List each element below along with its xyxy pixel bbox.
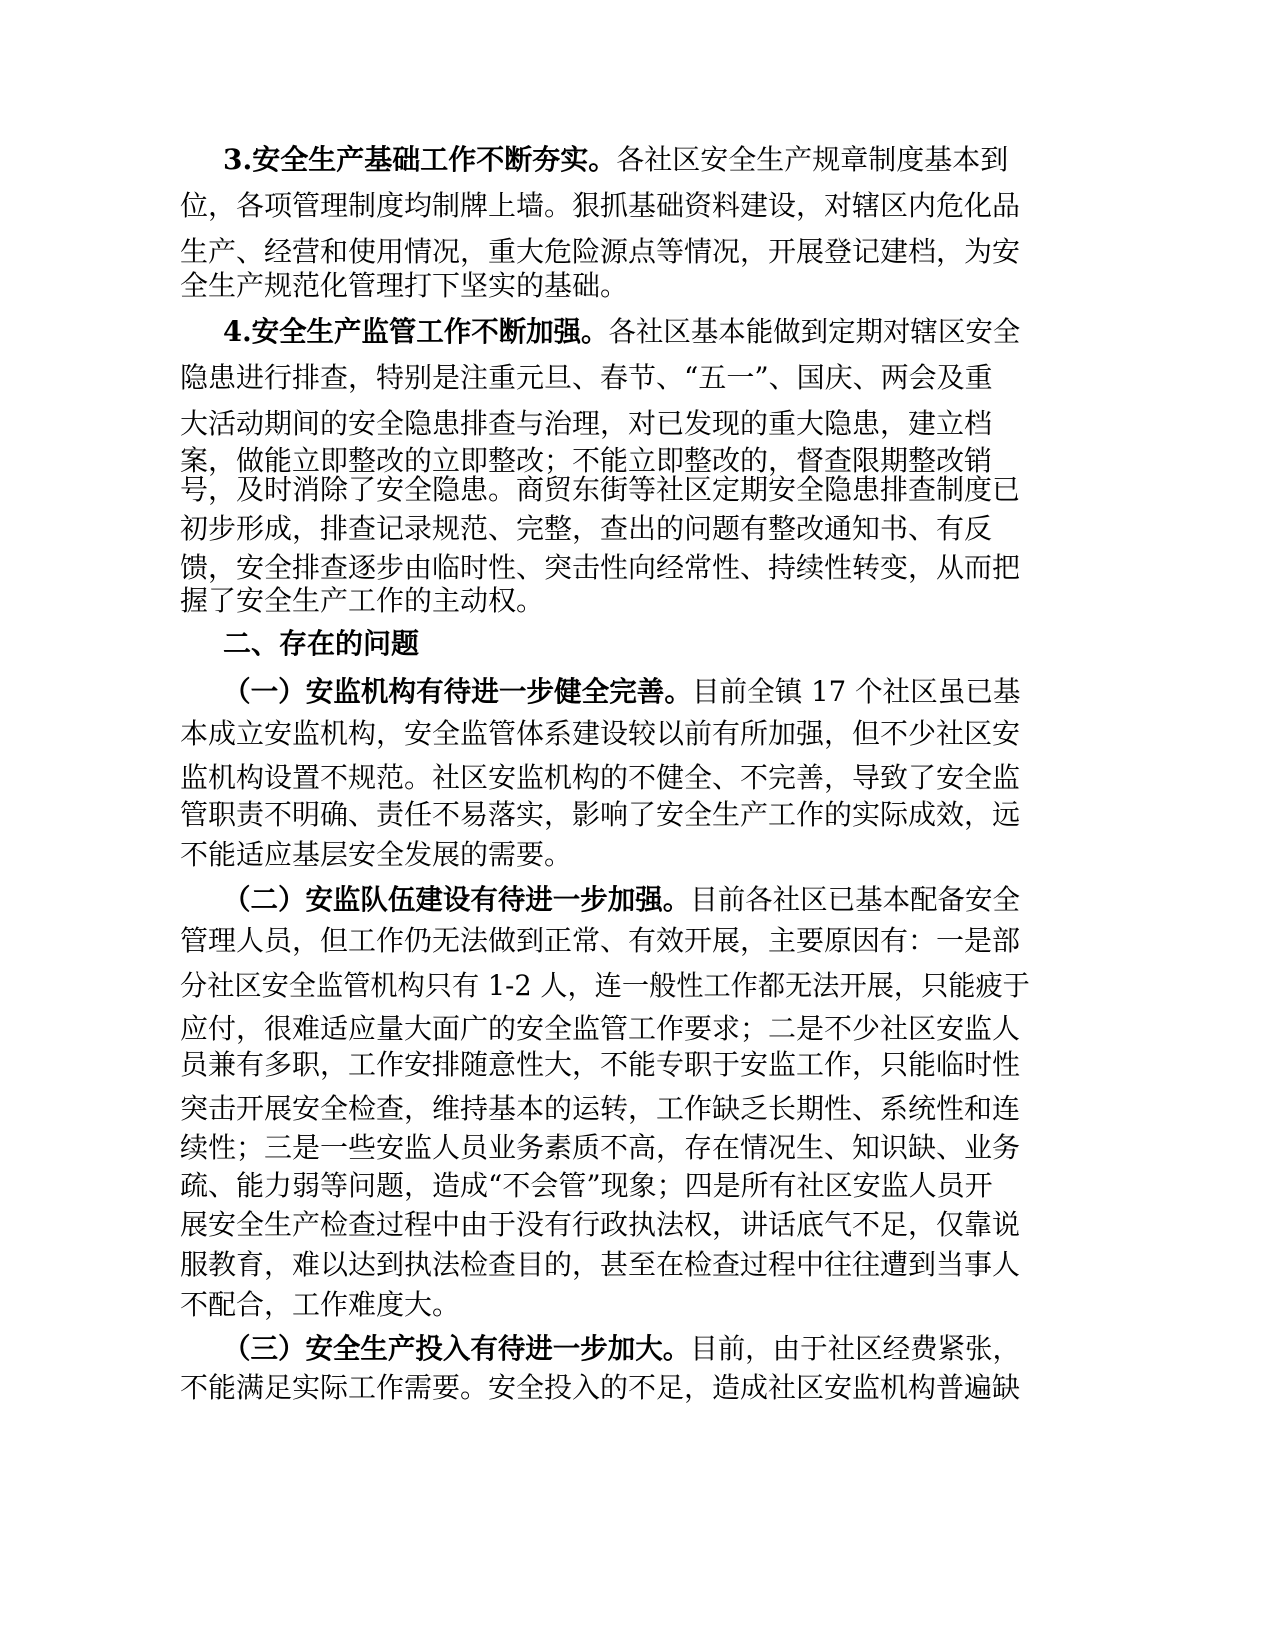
body-text: 各社区安全生产规章制度基本到 bbox=[616, 143, 1009, 176]
paragraph-line bbox=[180, 509, 992, 549]
paragraph-line bbox=[180, 714, 1020, 754]
bold-heading-text: 4.安全生产监管工作不断加强。 bbox=[223, 315, 609, 348]
paragraph-line bbox=[180, 358, 993, 398]
paragraph-line bbox=[180, 1128, 1020, 1168]
body-text: 不能适应基层安全发展的需要。 bbox=[180, 838, 573, 871]
paragraph-line bbox=[180, 1368, 1020, 1408]
body-text: 分社区安全监管机构只有 1-2 人，连一般性工作都无法开展，只能疲于 bbox=[180, 969, 1030, 1002]
body-text: 馈，安全排查逐步由临时性、突击性向经常性、持续性转变，从而把 bbox=[180, 551, 1021, 584]
body-text: 目前全镇 17 个社区虽已基 bbox=[691, 675, 1021, 708]
paragraph-line bbox=[180, 966, 1030, 1006]
paragraph-line bbox=[180, 835, 572, 875]
paragraph-first-line bbox=[223, 312, 1020, 352]
paragraph-line bbox=[180, 581, 544, 621]
body-text: 突击开展安全检查，维持基本的运转，工作缺乏长期性、系统性和连 bbox=[180, 1092, 1021, 1125]
body-text: 生产、经营和使用情况，重大危险源点等情况，开展登记建档，为安 bbox=[180, 235, 1021, 268]
paragraph-line bbox=[180, 1166, 993, 1206]
body-text: 服教育，难以达到执法检查目的，甚至在检查过程中往往遭到当事人 bbox=[180, 1248, 1021, 1281]
paragraph-first-line bbox=[223, 1329, 1020, 1369]
paragraph-first-line bbox=[223, 624, 419, 664]
paragraph-line bbox=[180, 758, 1020, 798]
body-text: 目前各社区已基本配备安全 bbox=[690, 883, 1021, 916]
body-text: 管职责不明确、责任不易落实，影响了安全生产工作的实际成效，远 bbox=[180, 798, 1021, 831]
body-text: 隐患进行排查，特别是注重元旦、春节、“五一”、国庆、两会及重 bbox=[180, 361, 993, 394]
paragraph-line bbox=[180, 921, 1020, 961]
bold-heading-text: （三）安全生产投入有待进一步加大。 bbox=[223, 1332, 691, 1365]
paragraph-first-line bbox=[223, 140, 1008, 180]
paragraph-line bbox=[180, 266, 628, 306]
bold-heading-text: 二、存在的问题 bbox=[223, 627, 420, 660]
paragraph-line bbox=[180, 1285, 460, 1325]
body-text: 全生产规范化管理打下坚实的基础。 bbox=[180, 269, 629, 302]
body-text: 监机构设置不规范。社区安监机构的不健全、不完善，导致了安全监 bbox=[180, 761, 1021, 794]
paragraph-first-line bbox=[223, 880, 1020, 920]
paragraph-line bbox=[180, 795, 1020, 835]
bold-heading-text: （一）安监机构有待进一步健全完善。 bbox=[223, 675, 692, 708]
body-text: 展安全生产检查过程中由于没有行政执法权，讲话底气不足，仅靠说 bbox=[180, 1208, 1021, 1241]
bold-heading-text: （二）安监队伍建设有待进一步加强。 bbox=[223, 883, 691, 916]
paragraph-line bbox=[180, 186, 1020, 226]
body-text: 目前，由于社区经费紧张， bbox=[690, 1332, 1021, 1365]
body-text: 疏、能力弱等问题，造成“不会管”现象；四是所有社区安监人员开 bbox=[180, 1169, 993, 1202]
body-text: 位，各项管理制度均制牌上墙。狠抓基础资料建设，对辖区内危化品 bbox=[180, 189, 1021, 222]
body-text: 号，及时消除了安全隐患。商贸东街等社区定期安全隐患排查制度已 bbox=[180, 473, 1021, 506]
body-text: 应付，很难适应量大面广的安全监管工作要求；二是不少社区安监人 bbox=[180, 1012, 1021, 1045]
body-text: 续性；三是一些安监人员业务素质不高，存在情况生、知识缺、业务 bbox=[180, 1131, 1021, 1164]
paragraph-first-line bbox=[223, 672, 1020, 712]
paragraph-line bbox=[180, 1245, 1020, 1285]
paragraph-line bbox=[180, 1089, 1020, 1129]
body-text: 员兼有多职，工作安排随意性大，不能专职于安监工作，只能临时性 bbox=[180, 1048, 1021, 1081]
body-text: 各社区基本能做到定期对辖区安全 bbox=[608, 315, 1021, 348]
body-text: 管理人员，但工作仍无法做到正常、有效开展，主要原因有：一是部 bbox=[180, 924, 1021, 957]
body-text: 握了安全生产工作的主动权。 bbox=[180, 584, 545, 617]
body-text: 不配合，工作难度大。 bbox=[180, 1288, 461, 1321]
paragraph-line bbox=[180, 470, 1020, 510]
bold-heading-text: 3.安全生产基础工作不断夯实。 bbox=[223, 143, 617, 176]
paragraph-line bbox=[180, 1009, 1020, 1049]
paragraph-line bbox=[180, 1205, 1020, 1245]
body-text: 不能满足实际工作需要。安全投入的不足，造成社区安监机构普遍缺 bbox=[180, 1371, 1021, 1404]
paragraph-line bbox=[180, 404, 992, 444]
body-text: 本成立安监机构，安全监管体系建设较以前有所加强，但不少社区安 bbox=[180, 717, 1021, 750]
paragraph-line bbox=[180, 1045, 1020, 1085]
body-text: 案，做能立即整改的立即整改；不能立即整改的，督查限期整改销 bbox=[180, 444, 993, 477]
body-text: 初步形成，排查记录规范、完整，查出的问题有整改通知书、有反 bbox=[180, 512, 993, 545]
body-text: 大活动期间的安全隐患排查与治理，对已发现的重大隐患，建立档 bbox=[180, 407, 993, 440]
